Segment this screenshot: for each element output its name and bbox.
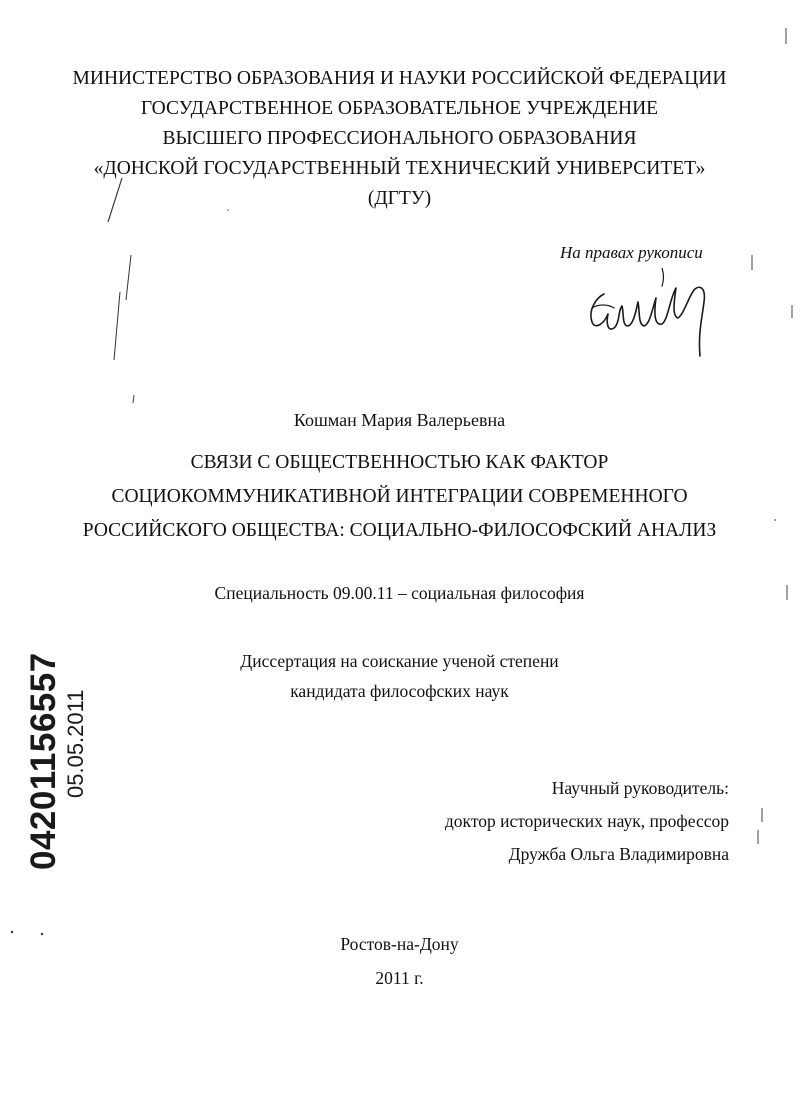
degree-statement <box>0 646 799 706</box>
author-name: Кошман Мария Валерьевна <box>293 410 506 430</box>
supervisor-label: Научный руководитель: <box>551 778 729 798</box>
supervisor-block <box>445 772 729 871</box>
header-line-institution: ГОСУДАРСТВЕННОЕ ОБРАЗОВАТЕЛЬНОЕ УЧРЕЖДЕНИЕ <box>140 98 659 119</box>
year: 2011 г. <box>375 968 424 988</box>
stamp-date: 05.05.2011 <box>63 689 88 798</box>
degree-line-1: Диссертация на соискание ученой степени <box>240 651 559 671</box>
title-line-3: РОССИЙСКОГО ОБЩЕСТВА: СОЦИАЛЬНО-ФИЛОСОФСКИЙ АНАЛИЗ <box>82 520 717 541</box>
city: Ростов-на-Дону <box>340 934 459 954</box>
place-and-year <box>0 927 799 995</box>
header-line-ministry: МИНИСТЕРСТВО ОБРАЗОВАНИЯ И НАУКИ РОССИЙСКОЙ ФЕДЕРАЦИИ <box>72 68 727 89</box>
header-abbreviation: (ДГТУ) <box>367 188 432 209</box>
ministry-header <box>0 64 799 214</box>
header-line-university: «ДОНСКОЙ ГОСУДАРСТВЕННЫЙ ТЕХНИЧЕСКИЙ УНИВЕРСИТЕТ» <box>93 158 706 179</box>
stamp-number: 04201156557 <box>24 652 63 870</box>
manuscript-note: На правах рукописи <box>560 243 703 262</box>
signature-image <box>578 268 728 363</box>
header-line-education: ВЫСШЕГО ПРОФЕССИОНАЛЬНОГО ОБРАЗОВАНИЯ <box>162 128 637 149</box>
library-stamp <box>25 635 105 870</box>
supervisor-degree: доктор исторических наук, профессор <box>444 811 729 831</box>
supervisor-name: Дружба Ольга Владимировна <box>508 844 729 864</box>
title-line-2: СОЦИОКОММУНИКАТИВНОЙ ИНТЕГРАЦИИ СОВРЕМЕННОГО <box>111 486 688 507</box>
dissertation-title <box>0 446 799 548</box>
specialty: Специальность 09.00.11 – социальная философия <box>214 583 585 603</box>
title-line-1: СВЯЗИ С ОБЩЕСТВЕННОСТЬЮ КАК ФАКТОР <box>190 452 609 473</box>
degree-line-2: кандидата философских наук <box>290 681 509 701</box>
